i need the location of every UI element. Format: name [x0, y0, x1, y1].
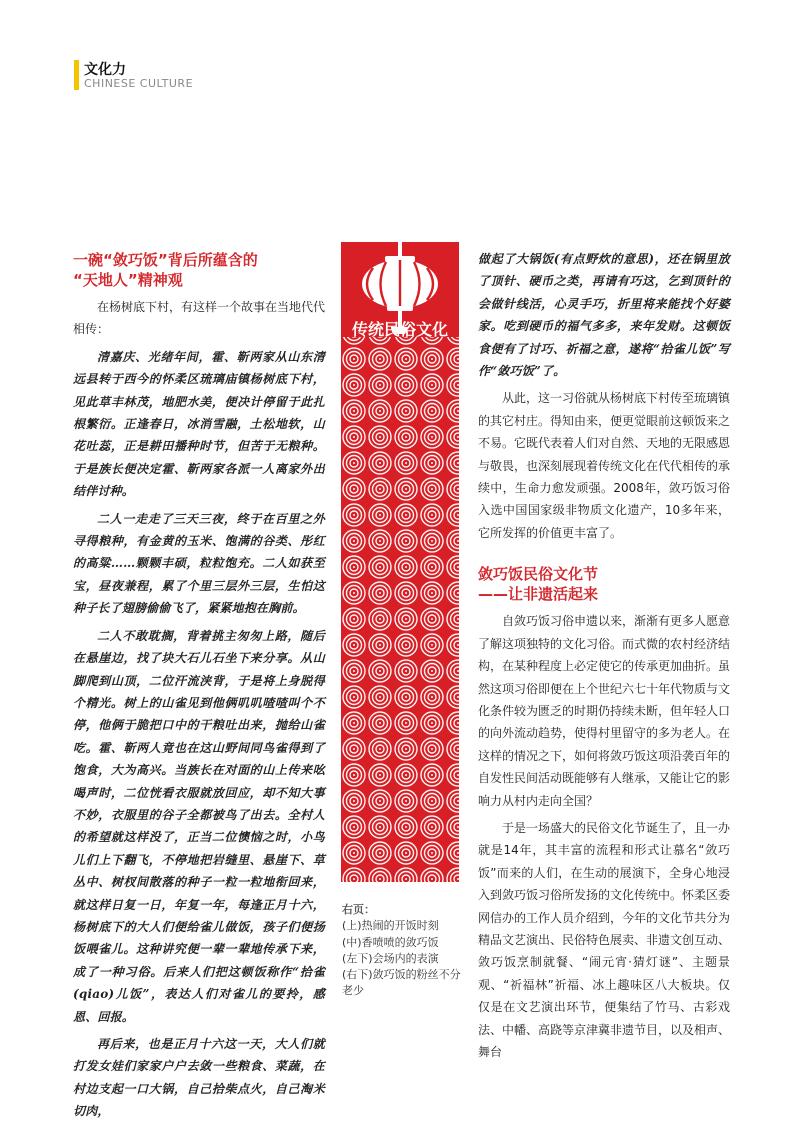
- section-title: 文化力: [84, 62, 126, 78]
- heading-1-line-1: 一碗“敛巧饭”背后所蕴含的: [73, 251, 258, 269]
- story-ending-paragraph: 做起了大锅饭(有点野炊的意思)，还在锅里放了顶针、硬币之类，再请有巧这，乞到顶针的会做针线活，心灵手巧，折里将来能找个好婆家。吃到硬币的福气多多，来年发财。这顿饭食便有了讨巧、祈福之意，遂将“拾雀儿饭”写作“敛巧饭”了。: [478, 252, 730, 379]
- caption-title: 右页：: [342, 903, 375, 916]
- story-paragraph: 二人一走走了三天三夜，终于在百里之外寻得粮种，有金黄的玉米、饱满的谷类、彤红的高粱……颗颗丰硕，粒粒饱充。二人如获至宝，昼夜兼程，累了个里三层外三层，生怕这种子长了翅膀偷偷飞了，紧紧地抱在胸前。: [73, 511, 325, 616]
- left-column: [73, 250, 325, 1123]
- decorative-lantern-art: [341, 242, 459, 882]
- article-heading-2: [478, 564, 730, 604]
- article-heading-1: [73, 250, 325, 290]
- caption-line: (上)热闹的开饭时刻: [342, 919, 439, 933]
- heading-1-line-2: “天地人”精神观: [73, 271, 183, 289]
- caption-line: (右下)敛巧饭的粉丝不分老少: [342, 968, 461, 998]
- right-column: [478, 248, 730, 1063]
- story-paragraph: 再后来，也是正月十六这一天，大人们就打发女娃们家家户户去敛一些粮食、菜蔬，在村边支起一口大锅，自己拾柴点火，自己淘米切肉，: [73, 1037, 325, 1119]
- body-paragraph: 从此，这一习俗就从杨树底下村传至琉璃镇的其它村庄。得知由来，便更觉眼前这顿饭来之不易。它既代表着人们对自然、天地的无限感恩与敬畏，也深刻展现着传统文化在代代相传的承续中，生命力愈发顽强。2008年，敛巧饭习俗入选中国国家级非物质文化遗产，10多年来，它所发挥的价值更丰富了。: [478, 391, 731, 540]
- story-paragraph: 二人不敢耽搁，背着挑主匆匆上路，随后在悬崖边，找了块大石儿石坐下来分享。从山脚爬到山顶，二位汗流浃背，于是将上身脱得个精光。树上的山雀见到他俩叽叽喳喳叫个不停，他俩于脆把口中的干粮吐出来，抛给山雀吃。霍、靳两人竟也在这山野间同鸟雀得到了饱食，大为高兴。当族长在对面的山上传来吆喝声时，二位恍看衣服就放回应，却不知大事不妙，衣服里的谷子全都被鸟了出去。全村人的希望就这样没了，正当二位懊恼之时，小鸟儿们上下翻飞，不停地把岩缝里、悬崖下、草丛中、树杈间散落的种子一粒一粒地衔回来，就这样日复一日，年复一年，每逢正月十六，杨树底下的大人们便给雀儿做饭，孩子们便扬饭喂雀儿。这种讲究便一辈一辈地传承下来，成了一种习俗。后来人们把这顿饭称作“拾雀(qiao)儿饭”，表达人们对雀儿的要拎，感恩、回报。: [73, 628, 325, 1024]
- body-paragraph: 自敛巧饭习俗申遗以来，渐渐有更多人愿意了解这项独特的文化习俗。而式微的农村经济结构，在某种程度上必定使它的传承更加曲折。虽然这项习俗即便在上个世纪六七十年代物质与文化条件较为匮乏的时期仍持续未断，但年轻人口的向外流动趋势，使得村里留守的多为老人。在这样的情况之下，如何将敛巧饭这项沿袭百年的自发性民间活动既能够有人继承，又能让它的影响力从村内走向全国？: [478, 614, 731, 808]
- caption-line: (中)香喷喷的敛巧饭: [342, 935, 439, 949]
- body-paragraph: 于是一场盛大的民俗文化节诞生了，且一办就是14年，其丰富的流程和形式让慕名“敛巧饭”而来的人们，在生动的展演下，全身心地浸入到敛巧饭习俗所发扬的文化传统中。怀柔区委网信办的工作人员介绍到，今年的文化节共分为精品文艺演出、民俗特色展卖、非遗文创互动、敛巧饭烹制就餐、“闹元宵·猜灯谜”、主题景观、“祈福林”祈福、冰上趣味区八大板块。仅仅是在文艺演出环节，便集结了竹马、古彩戏法、中幡、高跷等京津冀非遗节目，以及相声、舞台: [478, 820, 731, 1059]
- heading-2-line-1: 敛巧饭民俗文化节: [478, 565, 599, 584]
- intro-paragraph: 在杨树底下村，有这样一个故事在当地代代相传：: [73, 300, 326, 337]
- section-subtitle: CHINESE CULTURE: [84, 77, 194, 90]
- caption-line: (左下)会场内的表演: [342, 951, 439, 965]
- art-banner-text: 传统民俗文化: [351, 320, 449, 339]
- story-paragraph: 清嘉庆、光绪年间，霍、靳两家从山东清远县转于西今的怀柔区琉璃庙镇杨树底下村，见此草丰林茂，地肥水美，便决计停留于此扎根繁衍。正逢春日，冰消雪融，土松地软，山花吐蕊，正是耕田播种时节，但苦于无粮种。于是族长便决定霍、靳两家各派一人离家外出结伴讨种。: [73, 349, 325, 499]
- heading-2-line-2: ——让非遗活起来: [478, 585, 599, 604]
- section-accent-bar: [74, 60, 79, 90]
- photo-caption: [342, 902, 468, 1000]
- swirl-pattern-graphic: [341, 242, 459, 882]
